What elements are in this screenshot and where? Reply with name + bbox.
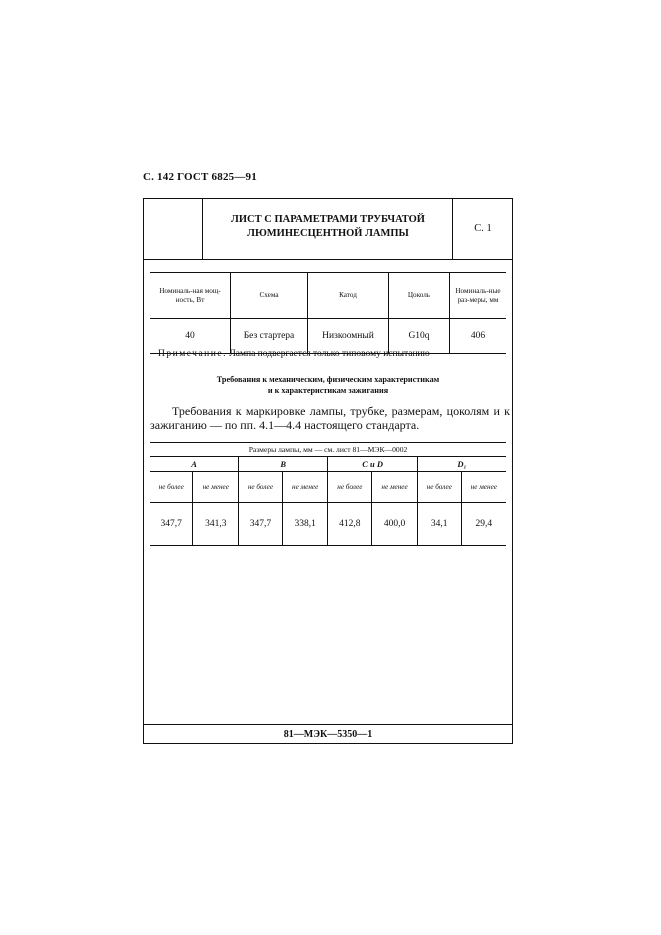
- dims-value-b-min: 338,1: [282, 503, 328, 546]
- requirements-title: [150, 374, 506, 396]
- dims-sub-a-max: не более: [150, 472, 193, 503]
- params-table: [150, 272, 506, 354]
- dims-value-d1-min: 29,4: [461, 503, 506, 546]
- params-header-cathode: Катод: [308, 273, 389, 319]
- dims-caption-row: [150, 443, 506, 457]
- note-label: Примечание.: [158, 349, 227, 359]
- dims-values-row: [150, 503, 506, 546]
- dims-group-d1: D₁: [417, 457, 506, 472]
- dims-group-b: B: [239, 457, 328, 472]
- params-header-dimensions: Номиналь-ные раз-меры, мм: [450, 273, 507, 319]
- params-header-base: Цоколь: [389, 273, 450, 319]
- dims-value-b-max: 347,7: [239, 503, 283, 546]
- note: [158, 349, 430, 359]
- dims-value-a-max: 347,7: [150, 503, 193, 546]
- requirements-title-line2: и к характеристикам зажигания: [267, 386, 389, 395]
- dims-value-cd-max: 412,8: [328, 503, 372, 546]
- dims-sub-b-max: не более: [239, 472, 283, 503]
- sheet-title-line1: ЛИСТ С ПАРАМЕТРАМИ ТРУБЧАТОЙ: [231, 214, 425, 225]
- requirements-title-line1: Требования к механическим, физическим характеристикам: [216, 375, 440, 384]
- dims-sub-b-min: не менее: [282, 472, 328, 503]
- dims-sub-cd-min: не менее: [372, 472, 418, 503]
- requirements-text: Требования к маркировке лампы, трубке, размерам, цоколям и к зажиганию — по пп. 4.1—4.4 настоящего стандарта.: [150, 404, 510, 432]
- dimensions-table: [150, 442, 506, 546]
- title-row: [144, 199, 512, 260]
- title-divider-right: [452, 199, 453, 259]
- footer-code: 81—МЭК—5350—1: [283, 729, 373, 740]
- dims-sub-cd-max: не более: [328, 472, 372, 503]
- dims-value-a-min: 341,3: [193, 503, 239, 546]
- dims-group-a: A: [150, 457, 239, 472]
- params-header-power: Номиналь-ная мощ-ность, Вт: [150, 273, 231, 319]
- params-cell-dimensions: 406: [450, 319, 507, 354]
- footer-divider: [143, 724, 513, 725]
- sheet-code: С. 1: [474, 223, 492, 234]
- dims-sub-d1-min: не менее: [461, 472, 506, 503]
- sheet-title: [204, 213, 452, 241]
- dims-group-row: [150, 457, 506, 472]
- dims-value-d1-max: 34,1: [417, 503, 461, 546]
- dims-sub-a-min: не менее: [193, 472, 239, 503]
- params-header-scheme: Схема: [231, 273, 308, 319]
- dims-value-cd-min: 400,0: [372, 503, 418, 546]
- params-cell-power: 40: [150, 319, 231, 354]
- page-header: С. 142 ГОСТ 6825—91: [143, 171, 257, 183]
- params-cell-cathode: Низкоомный: [308, 319, 389, 354]
- dims-sub-d1-max: не более: [417, 472, 461, 503]
- title-divider-left: [202, 199, 203, 259]
- params-cell-scheme: Без стартера: [231, 319, 308, 354]
- params-header-row: [150, 273, 506, 319]
- dims-subheader-row: [150, 472, 506, 503]
- dims-caption: Размеры лампы, мм — см. лист 81—МЭК—0002: [150, 443, 506, 457]
- sheet-title-line2: ЛЮМИНЕСЦЕНТНОЙ ЛАМПЫ: [247, 228, 409, 239]
- note-text: Лампа подвергается только типовому испытанию: [229, 349, 430, 359]
- dims-group-c-d: C и D: [328, 457, 417, 472]
- params-cell-base: G10q: [389, 319, 450, 354]
